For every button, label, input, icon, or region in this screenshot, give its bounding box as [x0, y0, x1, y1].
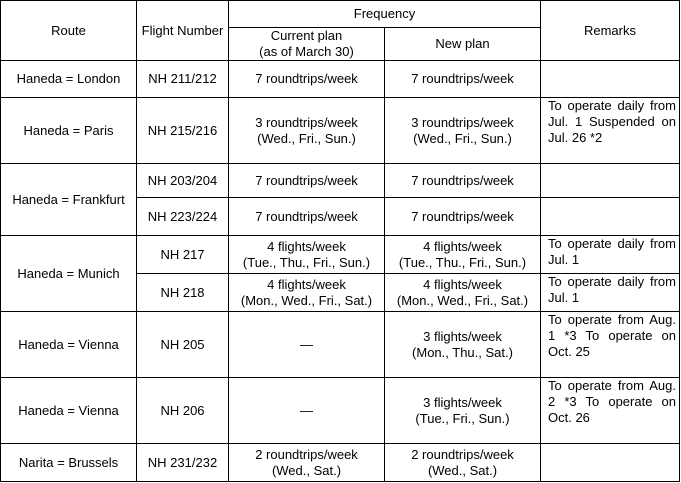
current-plan-line: 2 roundtrips/week [255, 446, 358, 462]
flight-number-cell: NH 218 [137, 274, 229, 312]
table-row [1, 236, 680, 274]
frequency-header: Frequency [229, 1, 541, 28]
remarks-cell [541, 61, 680, 98]
new-plan-line: (Tue., Thu., Fri., Sun.) [398, 254, 527, 270]
current-plan-line: 3 roundtrips/week [255, 114, 358, 130]
new-plan-cell [385, 236, 541, 274]
new-plan-line: (Mon., Wed., Fri., Sat.) [396, 292, 529, 308]
route-cell: Haneda = Vienna [1, 312, 137, 378]
new-plan-line: 3 flights/week [423, 328, 502, 344]
new-plan-line: 3 roundtrips/week [411, 114, 514, 130]
current-plan-line: (Wed., Sat.) [271, 462, 342, 478]
current-plan-line: — [300, 402, 313, 418]
current-plan-cell [229, 236, 385, 274]
table-row [1, 378, 680, 444]
new-plan-cell [385, 198, 541, 236]
new-plan-cell [385, 312, 541, 378]
new-plan-header: New plan [385, 28, 541, 61]
new-plan-line: (Mon., Thu., Sat.) [412, 344, 513, 360]
new-plan-cell [385, 274, 541, 312]
table-row [1, 164, 680, 198]
current-plan-line: (Mon., Wed., Fri., Sat.) [240, 292, 373, 308]
new-plan-cell [385, 378, 541, 444]
current-plan-cell [229, 444, 385, 482]
new-plan-cell [385, 164, 541, 198]
remarks-header: Remarks [541, 1, 680, 61]
route-cell: Haneda = Frankfurt [1, 164, 137, 236]
remarks-cell: To operate daily from Jul. 1 [541, 274, 680, 312]
flight-number-cell: NH 206 [137, 378, 229, 444]
flight-number-cell: NH 211/212 [137, 61, 229, 98]
new-plan-line: 3 flights/week [423, 394, 502, 410]
remarks-cell: To operate daily from Jul. 1 Suspended on Jul. 26 *2 [541, 98, 680, 164]
current-plan-cell [229, 312, 385, 378]
new-plan-line: (Wed., Fri., Sun.) [413, 130, 512, 146]
current-plan-cell [229, 98, 385, 164]
table-row [1, 61, 680, 98]
flight-number-cell: NH 217 [137, 236, 229, 274]
new-plan-line: 7 roundtrips/week [411, 71, 514, 86]
remarks-cell [541, 164, 680, 198]
new-plan-line: 7 roundtrips/week [411, 208, 514, 224]
flight-number-cell: NH 223/224 [137, 198, 229, 236]
new-plan-line: 4 flights/week [423, 276, 502, 292]
table-row [1, 444, 680, 482]
new-plan-line: 7 roundtrips/week [411, 172, 514, 188]
header-row [1, 1, 680, 28]
current-plan-cell [229, 198, 385, 236]
flight-number-cell: NH 231/232 [137, 444, 229, 482]
current-plan-line: (Wed., Fri., Sun.) [257, 130, 356, 146]
current-plan-line: 7 roundtrips/week [255, 172, 358, 188]
route-cell: Haneda = London [1, 61, 137, 98]
current-plan-header [229, 28, 385, 61]
current-plan-cell [229, 164, 385, 198]
current-plan-label: Current plan [270, 28, 343, 43]
remarks-cell [541, 444, 680, 482]
route-header: Route [1, 1, 137, 61]
remarks-cell: To operate from Aug. 1 *3 To operate on Oct. 25 [541, 312, 680, 378]
remarks-cell: To operate daily from Jul. 1 [541, 236, 680, 274]
flight-number-cell: NH 215/216 [137, 98, 229, 164]
current-plan-line: 4 flights/week [267, 276, 346, 292]
new-plan-cell [385, 98, 541, 164]
table-row [1, 98, 680, 164]
flight-number-cell: NH 203/204 [137, 164, 229, 198]
new-plan-line: (Wed., Sat.) [427, 462, 498, 478]
current-plan-cell [229, 61, 385, 98]
current-plan-line: 7 roundtrips/week [255, 71, 358, 86]
route-cell: Narita = Brussels [1, 444, 137, 482]
remarks-cell: To operate from Aug. 2 *3 To operate on Oct. 26 [541, 378, 680, 444]
new-plan-line: (Tue., Fri., Sun.) [415, 410, 510, 426]
current-plan-date: (as of March 30) [259, 44, 354, 59]
current-plan-line: — [300, 336, 313, 352]
new-plan-line: 2 roundtrips/week [411, 446, 514, 462]
new-plan-cell [385, 61, 541, 98]
current-plan-cell [229, 274, 385, 312]
current-plan-cell [229, 378, 385, 444]
current-plan-line: (Tue., Thu., Fri., Sun.) [242, 254, 371, 270]
new-plan-cell [385, 444, 541, 482]
current-plan-line: 4 flights/week [267, 238, 346, 254]
flight-number-cell: NH 205 [137, 312, 229, 378]
route-cell: Haneda = Vienna [1, 378, 137, 444]
new-plan-line: 4 flights/week [423, 238, 502, 254]
route-cell: Haneda = Munich [1, 236, 137, 312]
flight-number-header: Flight Number [137, 1, 229, 61]
route-cell: Haneda = Paris [1, 98, 137, 164]
remarks-cell [541, 198, 680, 236]
current-plan-line: 7 roundtrips/week [255, 208, 358, 224]
table-row [1, 312, 680, 378]
